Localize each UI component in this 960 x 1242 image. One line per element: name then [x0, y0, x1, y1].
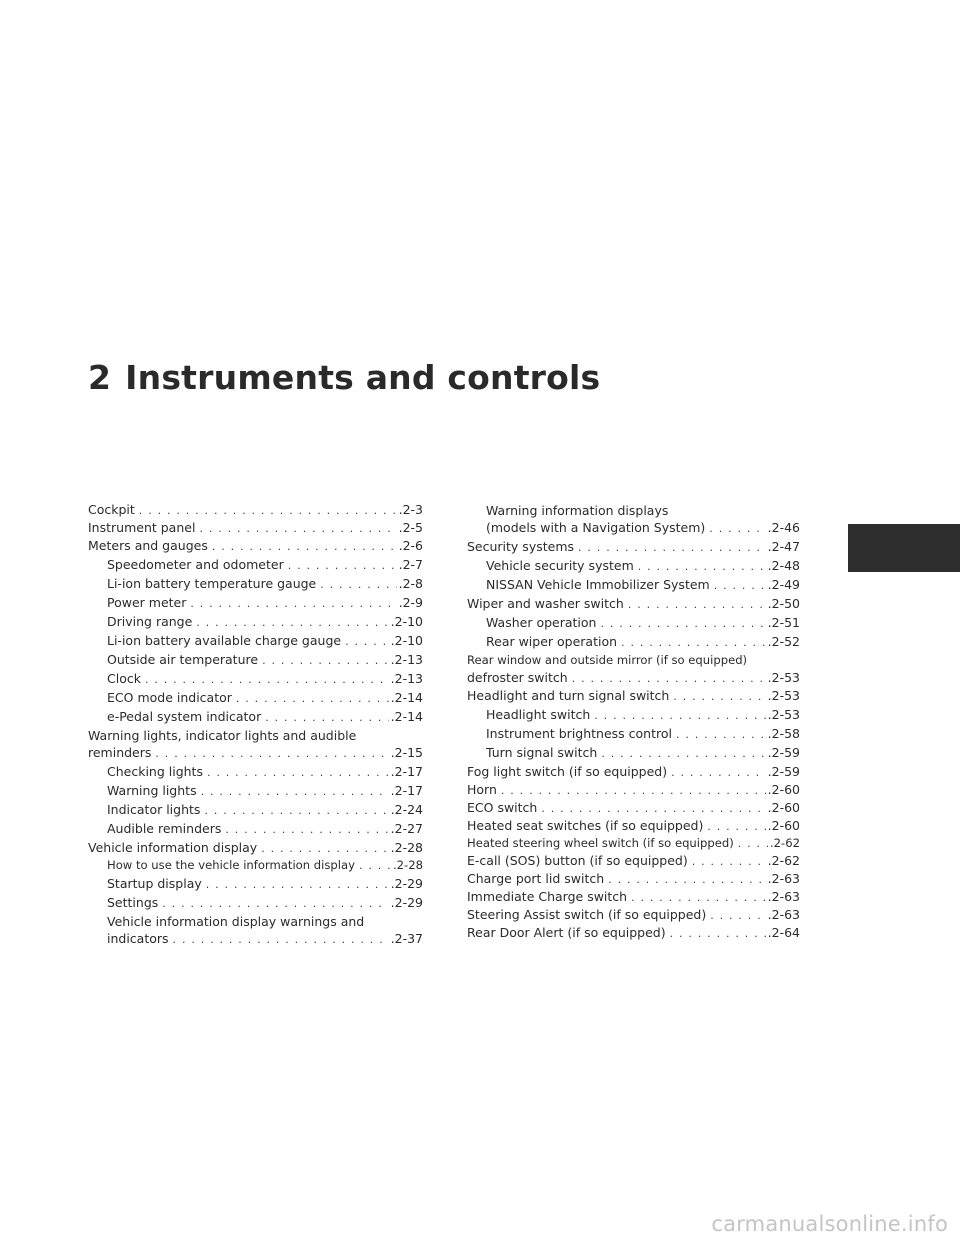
toc-entry-title: ECO mode indicator [107, 690, 232, 705]
toc-entry-page: .2-9 [398, 595, 423, 610]
toc-entry[interactable] [88, 820, 423, 838]
toc-entry-title: Checking lights [107, 764, 203, 779]
toc-entry-title-line1: Warning information displays [486, 503, 669, 518]
toc-entry[interactable] [88, 537, 423, 555]
toc-entry[interactable] [467, 906, 800, 924]
toc-entry[interactable] [467, 870, 800, 888]
toc-entry-title: Li-ion battery temperature gauge [107, 576, 317, 591]
chapter-title-text: Instruments and controls [125, 358, 601, 397]
toc-entry-page: .2-53 [767, 688, 800, 703]
toc-entry-page: .2-14 [390, 690, 423, 705]
toc-entry-title: Cockpit [88, 502, 135, 517]
toc-entry-title: Li-ion battery available charge gauge [107, 633, 342, 648]
toc-entry-page: .2-50 [767, 596, 800, 611]
toc-entry[interactable] [467, 595, 800, 613]
toc-entry-page: .2-63 [767, 871, 800, 886]
toc-entry[interactable] [88, 913, 423, 948]
toc-entry-page: .2-14 [390, 709, 423, 724]
toc-entry[interactable] [467, 924, 800, 942]
toc-entry-page: .2-10 [390, 633, 423, 648]
toc-right-column [467, 501, 800, 942]
toc-entry[interactable] [467, 763, 800, 781]
dot-leader [688, 853, 766, 870]
toc-entry-title: Security systems [467, 539, 575, 554]
toc-entry[interactable] [88, 763, 423, 781]
dot-leader [672, 726, 766, 743]
toc-entry-page: .2-6 [398, 538, 423, 553]
toc-entry[interactable] [467, 781, 800, 799]
toc-entry-title: Audible reminders [107, 821, 222, 836]
dot-leader [195, 520, 396, 537]
dot-leader [151, 745, 388, 762]
toc-entry-title: ECO switch [467, 800, 538, 815]
dot-leader [257, 840, 388, 857]
toc-entry-page: .2-62 [767, 853, 800, 868]
dot-leader [192, 614, 388, 631]
toc-entry-title: Horn [467, 782, 497, 797]
toc-entry-title: Washer operation [486, 615, 597, 630]
chapter-thumb-tab [848, 524, 960, 572]
dot-leader [316, 576, 396, 593]
toc-entry[interactable] [467, 852, 800, 870]
toc-entry-page: .2-28 [390, 840, 423, 855]
toc-entry-title: Instrument brightness control [486, 726, 672, 741]
dot-leader [197, 783, 389, 800]
toc-entry-title: Settings [107, 895, 159, 910]
toc-entry[interactable] [88, 857, 423, 874]
toc-entry-page: .2-60 [767, 800, 800, 815]
toc-entry-page: .2-48 [767, 558, 800, 573]
dot-leader [734, 835, 768, 852]
toc-entry-page: .2-5 [398, 520, 423, 535]
toc-entry-title: NISSAN Vehicle Immobilizer System [486, 577, 710, 592]
toc-entry-title: Outside air temperature [107, 652, 259, 667]
toc-entry-title: Vehicle security system [486, 558, 634, 573]
toc-entry[interactable] [88, 839, 423, 857]
dot-leader [667, 764, 766, 781]
toc-entry-title: Startup display [107, 876, 202, 891]
toc-entry-title: E-call (SOS) button (if so equipped) [467, 853, 688, 868]
dot-leader [705, 520, 765, 537]
dot-leader [634, 558, 766, 575]
dot-leader [596, 615, 765, 632]
dot-leader [135, 502, 397, 519]
toc-entry-title: Heated seat switches (if so equipped) [467, 818, 704, 833]
toc-entry-page: .2-60 [767, 818, 800, 833]
toc-entry[interactable] [88, 875, 423, 893]
dot-leader [261, 709, 388, 726]
dot-leader [221, 821, 388, 838]
toc-entry-title: Vehicle information display [88, 840, 258, 855]
dot-leader [568, 670, 766, 687]
toc-entry-page: .2-60 [767, 782, 800, 797]
dot-leader [703, 818, 765, 835]
toc-entry[interactable] [467, 652, 800, 687]
toc-entry-title: Meters and gauges [88, 538, 208, 553]
toc-entry-title: Charge port lid switch [467, 871, 605, 886]
toc-entry[interactable] [467, 614, 800, 632]
toc-entry[interactable] [467, 576, 800, 594]
toc-entry[interactable] [88, 894, 423, 912]
dot-leader [258, 652, 389, 669]
toc-entry[interactable] [467, 817, 800, 835]
chapter-title [88, 358, 600, 397]
toc-entry-page: .2-29 [390, 895, 423, 910]
toc-entry-title: Wiper and washer switch [467, 596, 624, 611]
toc-entry-title: e-Pedal system indicator [107, 709, 262, 724]
toc-entry-page: .2-17 [390, 764, 423, 779]
toc-entry-page: .2-53 [767, 670, 800, 685]
toc-entry-title: Heated steering wheel switch (if so equipped) [467, 836, 734, 850]
toc-entry-page: .2-13 [390, 652, 423, 667]
toc-entry[interactable] [467, 502, 800, 537]
toc-entry[interactable] [88, 594, 423, 612]
toc-entry-page: .2-24 [390, 802, 423, 817]
dot-leader [574, 539, 766, 556]
toc-entry-page: .2-59 [767, 745, 800, 760]
toc-entry[interactable] [88, 613, 423, 631]
dot-leader [497, 782, 766, 799]
dot-leader [706, 907, 765, 924]
toc-entry-title: Indicator lights [107, 802, 201, 817]
dot-leader [202, 876, 389, 893]
toc-entry[interactable] [88, 727, 423, 762]
toc-entry-title: defroster switch [467, 670, 568, 685]
toc-entry-page: .2-63 [767, 907, 800, 922]
toc-entry-title: indicators [107, 931, 169, 946]
toc-entry-page: .2-62 [770, 836, 800, 850]
toc-entry[interactable] [88, 519, 423, 537]
dot-leader [200, 802, 388, 819]
toc-entry-title: Headlight switch [486, 707, 591, 722]
toc-entry[interactable] [88, 575, 423, 593]
watermark: carmanualsonline.info [711, 1212, 948, 1236]
toc-entry-page: .2-58 [767, 726, 800, 741]
toc-entry-page: .2-63 [767, 889, 800, 904]
toc-entry-page: .2-27 [390, 821, 423, 836]
dot-leader [232, 690, 389, 707]
toc-entry-page: .2-15 [390, 745, 423, 760]
dot-leader [597, 745, 765, 762]
toc-entry-title: Rear wiper operation [486, 634, 618, 649]
dot-leader [169, 931, 389, 948]
toc-entry[interactable] [88, 501, 423, 519]
toc-entry-page: .2-10 [390, 614, 423, 629]
toc-entry-title: How to use the vehicle information display [107, 858, 355, 872]
toc-entry[interactable] [467, 706, 800, 724]
toc-entry[interactable] [467, 557, 800, 575]
toc-entry[interactable] [467, 687, 800, 705]
dot-leader [186, 595, 396, 612]
dot-leader [590, 707, 765, 724]
dot-leader [710, 577, 766, 594]
toc-entry[interactable] [467, 888, 800, 906]
toc-entry-page: .2-3 [398, 502, 423, 517]
toc-entry-title: (models with a Navigation System) [486, 520, 706, 535]
toc-entry-title: Speedometer and odometer [107, 557, 284, 572]
dot-leader [141, 671, 389, 688]
toc-entry-title: Headlight and turn signal switch [467, 688, 670, 703]
toc-entry[interactable] [467, 835, 800, 852]
toc-entry-page: .2-47 [767, 539, 800, 554]
toc-entry[interactable] [88, 801, 423, 819]
toc-entry-page: .2-46 [767, 520, 800, 535]
toc-entry-title: Fog light switch (if so equipped) [467, 764, 668, 779]
toc-entry-title: Driving range [107, 614, 193, 629]
toc-entry-title: Immediate Charge switch [467, 889, 628, 904]
dot-leader [617, 634, 766, 651]
toc-entry-page: .2-49 [767, 577, 800, 592]
toc-entry-page: .2-29 [390, 876, 423, 891]
toc-entry[interactable] [88, 689, 423, 707]
toc-entry-title-line1: Warning lights, indicator lights and audible [88, 728, 357, 743]
toc-entry-title: Warning lights [107, 783, 197, 798]
dot-leader [627, 889, 766, 906]
toc-entry-page: .2-37 [390, 931, 423, 946]
toc-entry-title-line1: Rear window and outside mirror (if so equipped) [467, 653, 748, 667]
toc-entry-title: Turn signal switch [486, 745, 598, 760]
toc-entry-page: .2-17 [390, 783, 423, 798]
toc-entry-page: .2-64 [767, 925, 800, 940]
toc-entry[interactable] [467, 744, 800, 762]
dot-leader [355, 857, 391, 874]
toc-entry[interactable] [467, 725, 800, 743]
toc-entry-title: Instrument panel [88, 520, 196, 535]
toc-entry-page: .2-52 [767, 634, 800, 649]
toc-entry[interactable] [467, 633, 800, 651]
dot-leader [341, 633, 389, 650]
toc-entry[interactable] [88, 670, 423, 688]
dot-leader [669, 688, 765, 705]
dot-leader [284, 557, 397, 574]
dot-leader [537, 800, 765, 817]
toc-entry[interactable] [88, 782, 423, 800]
dot-leader [666, 925, 766, 942]
toc-entry-page: .2-53 [767, 707, 800, 722]
toc-entry-page: .2-13 [390, 671, 423, 686]
toc-entry-title: reminders [88, 745, 152, 760]
toc-entry[interactable] [467, 538, 800, 556]
dot-leader [604, 871, 765, 888]
toc-entry[interactable] [88, 651, 423, 669]
dot-leader [158, 895, 388, 912]
toc-entry[interactable] [88, 708, 423, 726]
toc-entry-page: .2-7 [398, 557, 423, 572]
dot-leader [208, 538, 397, 555]
chapter-number: 2 [88, 358, 112, 397]
toc-entry-title: Steering Assist switch (if so equipped) [467, 907, 707, 922]
toc-entry-title: Clock [107, 671, 141, 686]
toc-entry[interactable] [467, 799, 800, 817]
toc-entry-title-line1: Vehicle information display warnings and [107, 914, 365, 929]
toc-entry[interactable] [88, 556, 423, 574]
toc-left-column [88, 501, 423, 949]
toc-entry-title: Rear Door Alert (if so equipped) [467, 925, 666, 940]
toc-entry-page: .2-8 [398, 576, 423, 591]
dot-leader [203, 764, 389, 781]
toc-entry[interactable] [88, 632, 423, 650]
toc-entry-page: .2-59 [767, 764, 800, 779]
toc-entry-title: Power meter [107, 595, 187, 610]
toc-entry-page: .2-51 [767, 615, 800, 630]
toc-entry-page: .2-28 [393, 858, 423, 872]
dot-leader [624, 596, 766, 613]
